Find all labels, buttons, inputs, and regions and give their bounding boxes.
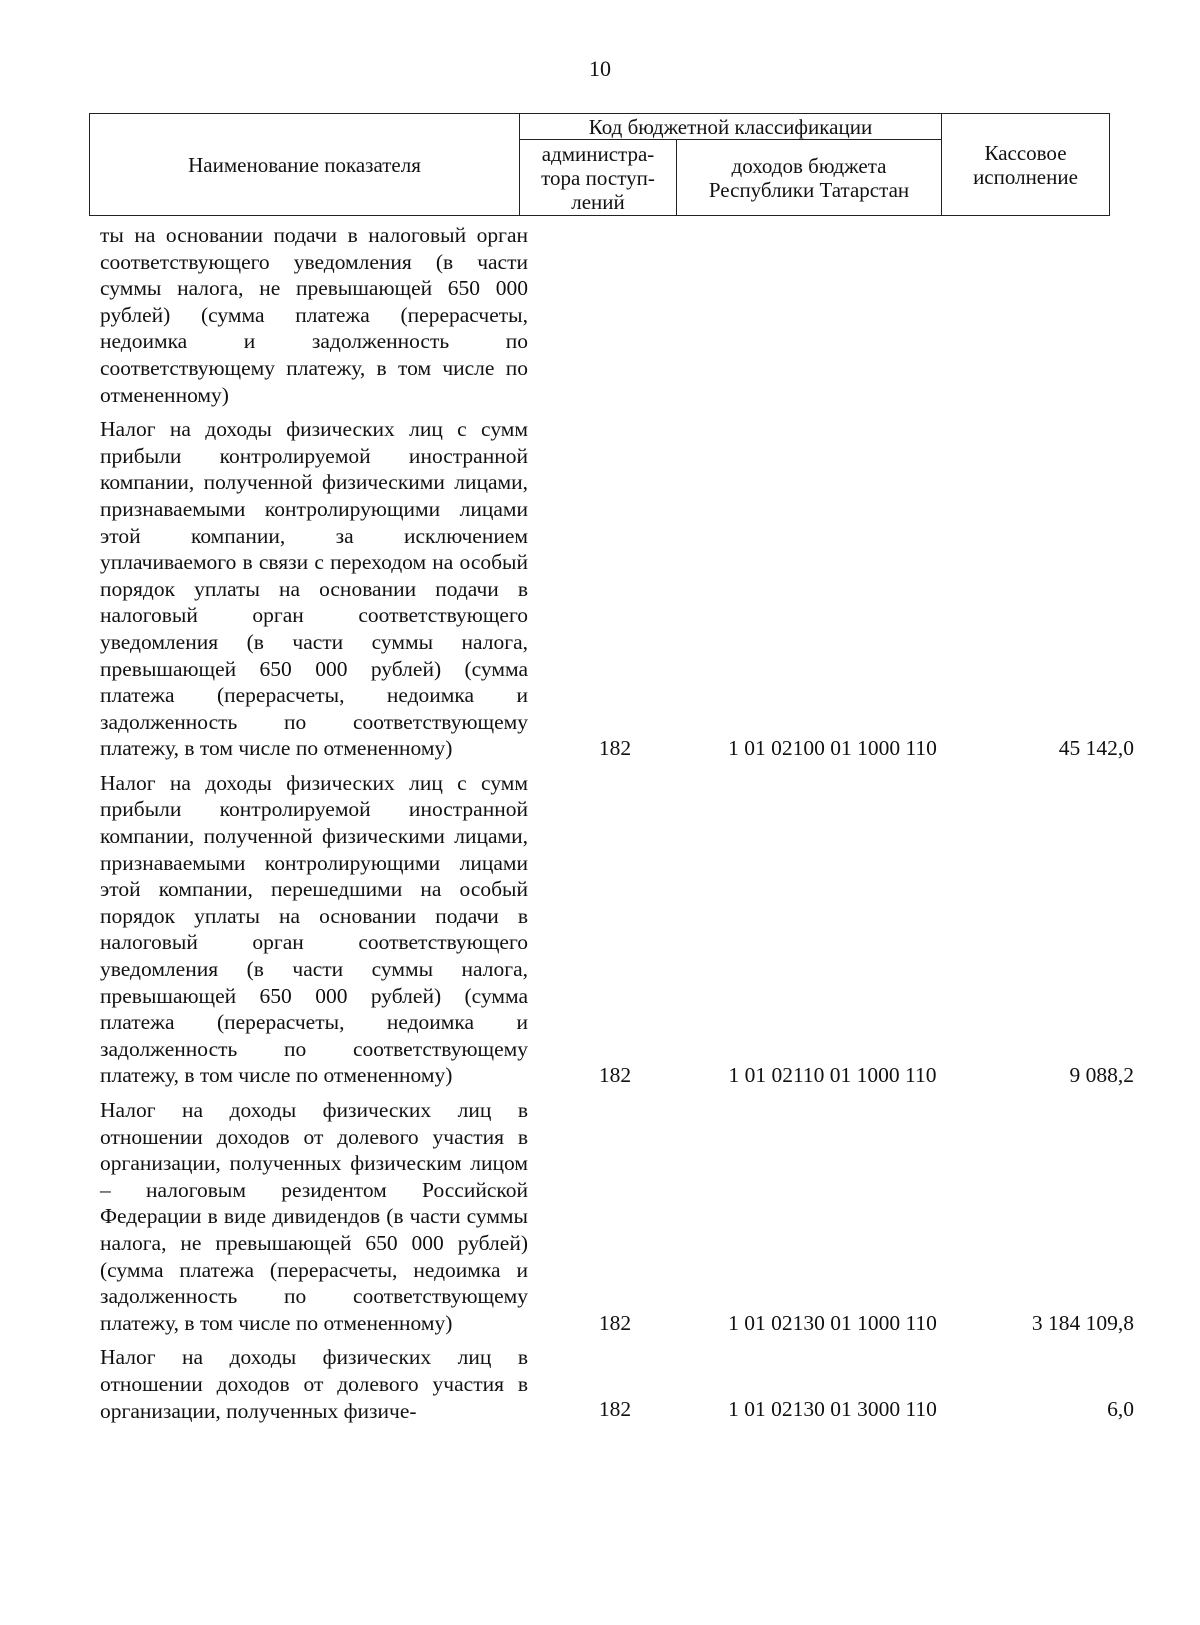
row-amount: 9 088,2	[1069, 1063, 1134, 1088]
table-row	[0, 1097, 1200, 1336]
row-name: Налог на доходы физических лиц с сумм прибыли контролируемой иностранной компании, полученной физическими лицами, признаваемыми контролирующими лицами этой компании, за исключением уплачиваемого в связи с переходом на особый порядок уплаты на основании подачи в налоговый орган соответствующего уведомления (в части суммы налога, превышающей 650 000 рублей) (сумма платежа (перерасчеты, недоимка и задолженность по соответствующему платежу, в том числе по отмененному)	[100, 417, 528, 761]
table-row	[0, 416, 1200, 762]
row-name: ты на основании подачи в налоговый орган соответствующего уведомления (в части суммы налога, не превышающей 650 000 рублей) (сумма платежа (перерасчеты, недоимка и задолженность по соответствующему платежу, в том числе по отмененному)	[100, 223, 528, 407]
table-row	[0, 1344, 1200, 1424]
table-row	[0, 770, 1200, 1089]
row-revenue-code: 1 01 02130 01 3000 110	[728, 1396, 937, 1421]
table-body	[0, 222, 1200, 1432]
header-revenue-column: доходов бюджета Республики Татарстан	[677, 140, 942, 216]
row-amount: 3 184 109,8	[1031, 1310, 1134, 1335]
row-name: Налог на доходы физических лиц в отношении доходов от долевого участия в организации, полученных физиче-	[100, 1345, 528, 1423]
row-revenue-code: 1 01 02100 01 1000 110	[728, 736, 937, 761]
row-admin-code: 182	[598, 1063, 632, 1088]
row-admin-code: 182	[598, 1396, 632, 1421]
row-admin-code: 182	[598, 1310, 632, 1335]
table-row	[0, 222, 1200, 408]
header-name-column: Наименование показателя	[90, 114, 520, 216]
header-execution-column: Кассовое исполнение	[942, 114, 1110, 216]
row-amount: 6,0	[1107, 1396, 1134, 1421]
row-name: Налог на доходы физических лиц с сумм прибыли контролируемой иностранной компании, полученной физическими лицами, признаваемыми контролирующими лицами этой компании, перешедшими на особый порядок уплаты на основании подачи в налоговый орган соответствующего уведомления (в части суммы налога, превышающей 650 000 рублей) (сумма платежа (перерасчеты, недоимка и задолженность по соответствующему платежу, в том числе по отмененному)	[100, 770, 528, 1088]
row-amount: 45 142,0	[1058, 736, 1134, 761]
table-header	[89, 113, 1110, 216]
page-number: 10	[589, 56, 611, 81]
row-revenue-code: 1 01 02130 01 1000 110	[728, 1310, 937, 1335]
header-admin-column: администра-тора поступ-лений	[520, 140, 677, 216]
row-admin-code: 182	[598, 736, 632, 761]
row-name: Налог на доходы физических лиц в отношении доходов от долевого участия в организации, полученных физическим лицом – налоговым резидентом Российской Федерации в виде дивидендов (в части суммы налога, не превышающей 650 000 рублей) (сумма платежа (перерасчеты, недоимка и задолженность по соответствующему платежу, в том числе по отмененному)	[100, 1098, 528, 1335]
row-revenue-code: 1 01 02110 01 1000 110	[728, 1063, 937, 1088]
header-code-group: Код бюджетной классификации	[520, 114, 942, 140]
